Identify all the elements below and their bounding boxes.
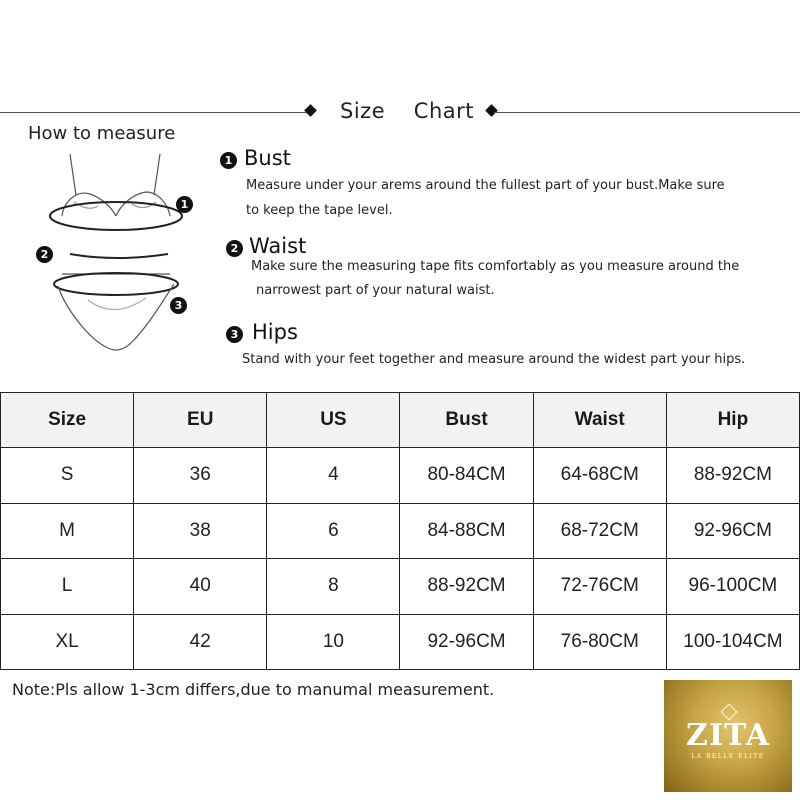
cell-us: 6 [267, 503, 400, 559]
cell-size: S [1, 448, 134, 504]
header-rule-left [0, 112, 308, 113]
bust-number-icon: 1 [220, 152, 237, 169]
hip-tape [54, 273, 178, 295]
bust-title: Bust [244, 146, 291, 170]
cell-hip: 88-92CM [666, 448, 799, 504]
chart-title: Size Chart [340, 99, 475, 123]
header-hip: Hip [666, 393, 799, 448]
left-cup [62, 193, 116, 216]
how-to-measure-title: How to measure [28, 123, 176, 144]
cell-bust: 92-96CM [400, 614, 533, 670]
brand-logo [664, 680, 792, 792]
left-strap [70, 154, 76, 195]
cell-hip: 96-100CM [666, 559, 799, 615]
right-strap [154, 154, 160, 195]
table-header-row [1, 393, 800, 448]
waist-text-line2: narrowest part of your natural waist. [256, 283, 495, 298]
cell-bust: 88-92CM [400, 559, 533, 615]
logo-tagline: LA BELLE ELITE [691, 753, 765, 760]
hips-title: Hips [252, 320, 298, 344]
diamond-left-icon [304, 104, 317, 117]
cell-size: XL [1, 614, 134, 670]
cell-hip: 92-96CM [666, 503, 799, 559]
cell-waist: 64-68CM [533, 448, 666, 504]
cell-eu: 42 [134, 614, 267, 670]
cell-waist: 76-80CM [533, 614, 666, 670]
diamond-right-icon [485, 104, 498, 117]
waist-text-line1: Make sure the measuring tape fits comfortably as you measure around the [251, 259, 740, 274]
waist-tape [70, 254, 168, 258]
bust-text-line1: Measure under your arems around the fullest part of your bust.Make sure [246, 178, 725, 193]
header-eu: EU [134, 393, 267, 448]
bust-text-line2: to keep the tape level. [246, 203, 393, 218]
header-bust: Bust [400, 393, 533, 448]
measurement-note: Note:Pls allow 1-3cm differs,due to manumal measurement. [12, 680, 495, 699]
logo-wordmark: ZITA [686, 718, 770, 753]
bust-marker-icon: 1 [176, 196, 193, 213]
cell-eu: 38 [134, 503, 267, 559]
cell-eu: 40 [134, 559, 267, 615]
table-row [1, 614, 800, 670]
table-row [1, 503, 800, 559]
header-rule-right [494, 112, 800, 113]
hips-text-line1: Stand with your feet together and measure around the widest part your hips. [242, 352, 746, 367]
cell-waist: 72-76CM [533, 559, 666, 615]
cell-bust: 84-88CM [400, 503, 533, 559]
cell-us: 10 [267, 614, 400, 670]
cell-size: M [1, 503, 134, 559]
hip-marker-icon: 3 [170, 297, 187, 314]
table-row [1, 448, 800, 504]
header-size: Size [1, 393, 134, 448]
hips-number-icon: 3 [226, 326, 243, 343]
cell-bust: 80-84CM [400, 448, 533, 504]
cell-eu: 36 [134, 448, 267, 504]
cell-us: 8 [267, 559, 400, 615]
cell-waist: 68-72CM [533, 503, 666, 559]
table-row [1, 559, 800, 615]
waist-number-icon: 2 [226, 240, 243, 257]
cell-hip: 100-104CM [666, 614, 799, 670]
cell-size: L [1, 559, 134, 615]
cell-us: 4 [267, 448, 400, 504]
header-waist: Waist [533, 393, 666, 448]
waist-title: Waist [249, 234, 307, 258]
bottom-body [58, 284, 174, 350]
size-table [0, 392, 800, 670]
header-us: US [267, 393, 400, 448]
waist-marker-icon: 2 [36, 246, 53, 263]
bikini-illustration [28, 150, 200, 358]
